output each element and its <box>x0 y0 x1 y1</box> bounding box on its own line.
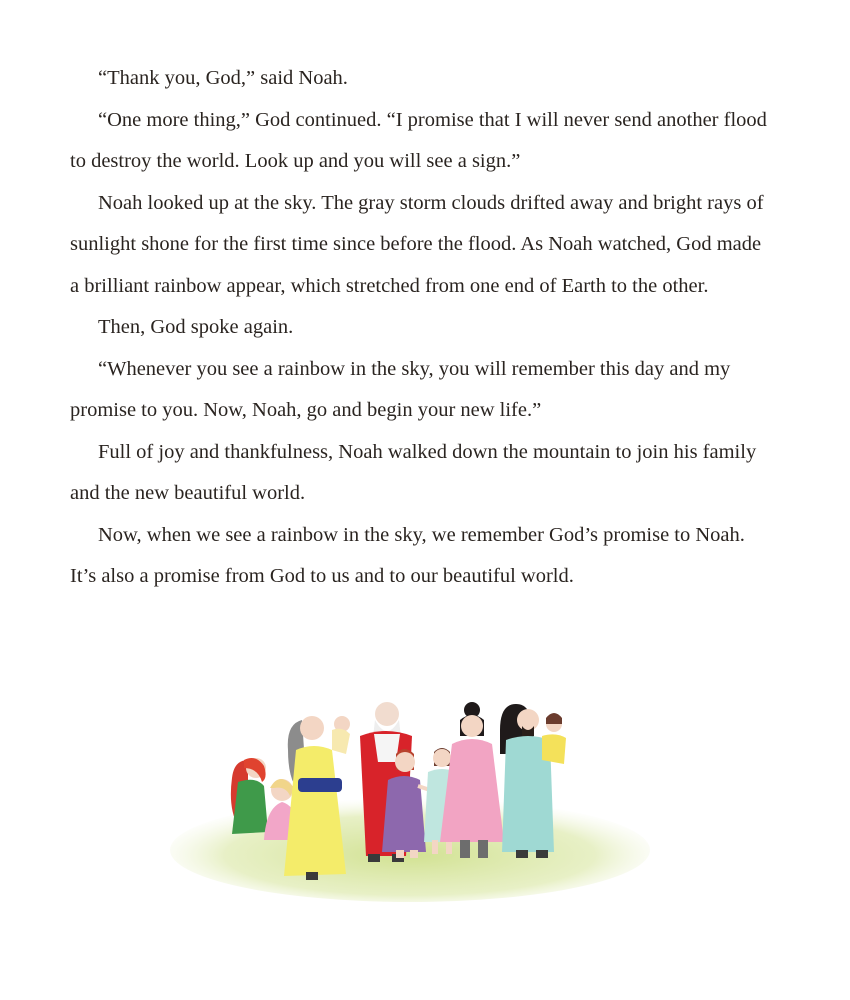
paragraph: Full of joy and thankfulness, Noah walked down the mountain to join his family and the new beautiful world. <box>70 440 757 504</box>
paragraph: “One more thing,” God continued. “I promise that I will never send another flood to destroy the world. Look up and you will see a sign.” <box>70 108 767 172</box>
figure-red-haired-girl <box>231 758 268 834</box>
paragraph: Now, when we see a rainbow in the sky, we remember God’s promise to Noah. It’s also a promise from God to us and to our beautiful world. <box>70 523 745 587</box>
paragraph: “Whenever you see a rainbow in the sky, you will remember this day and my promise to you. Now, Noah, go and begin your new life.” <box>70 357 731 421</box>
paragraph: Noah looked up at the sky. The gray storm clouds drifted away and bright rays of sunlight shone for the first time since before the flood. As Noah watched, God made a brilliant rainbow appear, which stretched from one end of Earth to the other. <box>70 191 764 297</box>
paragraph: “Thank you, God,” said Noah. <box>98 67 348 89</box>
story-text <box>70 58 770 598</box>
figure-woman-pink <box>440 702 504 858</box>
family-illustration <box>160 690 660 920</box>
figure-grandmother <box>284 716 350 880</box>
paragraph: Then, God spoke again. <box>98 316 294 338</box>
